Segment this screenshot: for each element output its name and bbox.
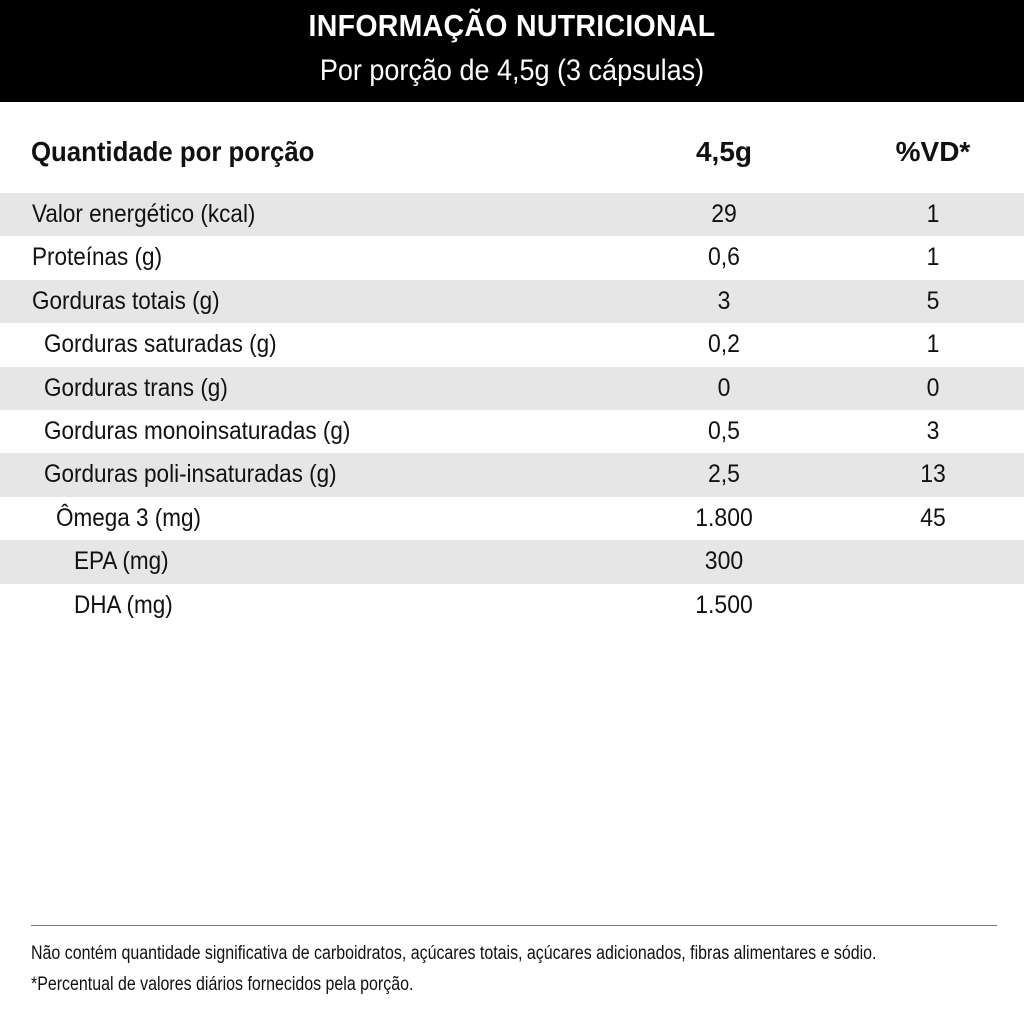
row-dv: 1 bbox=[926, 243, 940, 272]
row-dv: 3 bbox=[926, 416, 940, 445]
nutrition-rows bbox=[0, 193, 1024, 627]
column-header-dv: %VD* bbox=[895, 136, 971, 167]
table-title: INFORMAÇÃO NUTRICIONAL bbox=[308, 8, 716, 43]
table-row bbox=[0, 540, 1024, 583]
table-row bbox=[0, 497, 1024, 540]
table-row bbox=[0, 280, 1024, 323]
row-amount: 3 bbox=[717, 286, 731, 315]
table-row bbox=[0, 323, 1024, 366]
row-amount: 0,6 bbox=[708, 243, 740, 272]
footnote-dv-explanation: *Percentual de valores diários fornecidos pela porção. bbox=[31, 974, 414, 995]
row-label: Gorduras totais (g) bbox=[32, 286, 220, 315]
footnote-not-significant: Não contém quantidade significativa de carboidratos, açúcares totais, açúcares adicionados, fibras alimentares e sódio. bbox=[31, 943, 877, 964]
row-dv: 0 bbox=[926, 373, 940, 402]
row-label: EPA (mg) bbox=[74, 547, 169, 576]
table-row bbox=[0, 584, 1024, 627]
row-amount: 0,2 bbox=[708, 330, 740, 359]
table-row bbox=[0, 453, 1024, 496]
row-label: Gorduras monoinsaturadas (g) bbox=[44, 416, 351, 445]
table-row bbox=[0, 236, 1024, 279]
row-amount: 1.500 bbox=[695, 590, 753, 619]
row-dv: 1 bbox=[926, 330, 940, 359]
footnote-divider bbox=[31, 925, 997, 926]
column-header-label: Quantidade por porção bbox=[31, 136, 315, 167]
table-row bbox=[0, 193, 1024, 236]
row-label: Gorduras saturadas (g) bbox=[44, 330, 277, 359]
serving-size: Por porção de 4,5g (3 cápsulas) bbox=[319, 54, 705, 87]
row-label: DHA (mg) bbox=[74, 590, 173, 619]
row-dv: 13 bbox=[920, 460, 946, 489]
row-dv: 1 bbox=[926, 200, 940, 228]
row-amount: 2,5 bbox=[708, 460, 740, 489]
row-amount: 0,5 bbox=[708, 416, 740, 445]
row-amount: 1.800 bbox=[695, 503, 753, 532]
row-label: Gorduras poli-insaturadas (g) bbox=[44, 460, 337, 489]
row-label: Proteínas (g) bbox=[32, 243, 163, 272]
row-label: Ômega 3 (mg) bbox=[56, 503, 202, 532]
column-header-amount: 4,5g bbox=[695, 136, 753, 167]
row-label: Valor energético (kcal) bbox=[32, 200, 256, 228]
table-header bbox=[0, 0, 1024, 102]
row-amount: 300 bbox=[704, 547, 744, 576]
table-row bbox=[0, 367, 1024, 410]
row-amount: 29 bbox=[711, 200, 737, 228]
row-label: Gorduras trans (g) bbox=[44, 373, 228, 402]
table-row bbox=[0, 410, 1024, 453]
row-amount: 0 bbox=[717, 373, 731, 402]
row-dv: 45 bbox=[920, 503, 946, 532]
row-dv: 5 bbox=[926, 286, 940, 315]
